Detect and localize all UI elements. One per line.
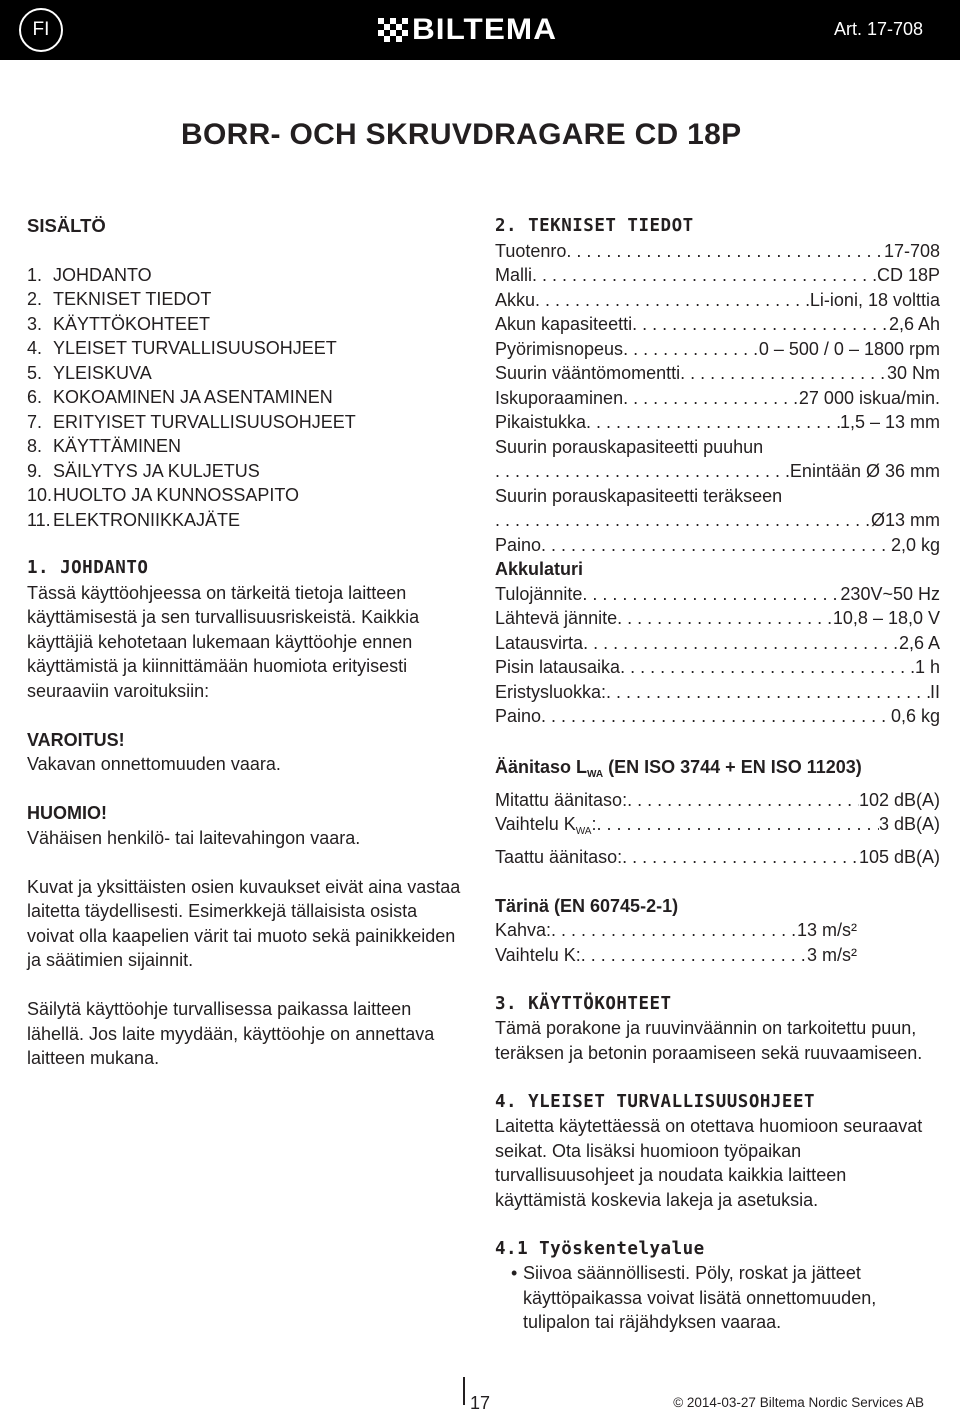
toc-item: 10. HUOLTO JA KUNNOSSAPITO <box>27 485 300 505</box>
storage-instruction: Säilytä käyttöohje turvallisessa paikassa laitteen lähellä. Jos laite myydään, käyttöohje on annettava laitteen mukana. <box>27 999 435 1068</box>
spec-row: Iskuporaaminen . . . 27 000 iskua/min. <box>495 386 940 411</box>
images-disclaimer: Kuvat ja yksittäisten osien kuvaukset eivät aina vastaa laitetta täydellisesti. Esimerkkejä tällaisista osista voivat olla kaapelien värit tai muoto sekä painikkeiden ja säätimien sijainnit. <box>27 876 461 970</box>
specs-heading: 2. TEKNISET TIEDOT <box>495 216 694 236</box>
contents-heading: SISÄLTÖ <box>27 215 106 236</box>
toc-item: 9. SÄILYTYS JA KULJETUS <box>27 460 260 481</box>
page-header <box>0 0 960 60</box>
spec-row: Vaihtelu $K_{WA}$: . . . 3 dB(A) <box>495 812 940 845</box>
toc-item: 7. ERITYISET TURVALLISUUSOHJEET <box>27 411 356 432</box>
brand-name: BILTEMA <box>412 13 557 46</box>
note-text: Vähäisen henkilö- tai laitevahingon vaara. <box>27 827 361 848</box>
warning-label: VAROITUS! <box>27 729 125 750</box>
uses-text: Tämä porakone ja ruuvinväännin on tarkoitettu puun, teräksen ja betonin poraamiseen sekä ruuvaamiseen. <box>495 1018 923 1063</box>
left-column <box>27 214 467 1071</box>
spec-row: Tulojännite . . . 230V~50 Hz <box>495 582 940 607</box>
bullet-icon: • <box>511 1263 518 1283</box>
warning-text: Vakavan onnettomuuden vaara. <box>27 754 281 774</box>
language-badge: FI <box>19 8 63 52</box>
toc-item: 5. YLEISKUVA <box>27 362 152 383</box>
spec-row: Akun kapasiteetti . . . 2,6 Ah <box>495 312 940 337</box>
intro-heading: 1. JOHDANTO <box>27 558 149 578</box>
spec-row: Paino . . . 2,0 kg <box>495 533 940 558</box>
spec-row: Taattu äänitaso: . . . 105 dB(A) <box>495 845 940 870</box>
uses-heading: 3. KÄYTTÖKOHTEET <box>495 993 672 1014</box>
spec-row: Akku . . . Li-ioni, 18 volttia <box>495 288 940 313</box>
document-title: BORR- OCH SKRUVDRAGARE CD 18P <box>181 118 742 151</box>
spec-row: . . . Enintään Ø 36 mm <box>495 459 940 484</box>
spec-row: Paino . . . 0,6 kg <box>495 704 940 729</box>
brand-logo <box>378 13 557 46</box>
table-of-contents <box>27 263 467 533</box>
toc-item: 1. JOHDANTO <box>27 264 152 285</box>
noise-heading: Äänitaso $L_{WA}$ (EN ISO 3744 + EN ISO 11203) <box>495 757 862 780</box>
intro-paragraph: Tässä käyttöohjeessa on tärkeitä tietoja laitteen käyttämisestä ja sen turvallisuusriskeistä. Kaikkia käyttäjiä kehotetaan lukemaan käyttöohje ennen käyttämistä ja kiinnittämään huomiota erityisesti seuraaviin varoituksiin: <box>27 582 420 701</box>
safety-text: Laitetta käytettäessä on otettava huomioon seuraavat seikat. Ota lisäksi huomioon työpaikan turvallisuusohjeet ja noudata kaikkia laitteen käyttämistä koskevia lakeja ja asetuksia. <box>495 1116 923 1210</box>
toc-item: 6. KOKOAMINEN JA ASENTAMINEN <box>27 387 333 407</box>
work-area-heading: 4.1 Työskentelyalue <box>495 1238 705 1259</box>
toc-item: 2. TEKNISET TIEDOT <box>27 289 212 309</box>
charger-heading: Akkulaturi <box>495 559 584 579</box>
list-item: • Siivoa säännöllisesti. Pöly, roskat ja jätteet käyttöpaikassa voivat lisätä onnettomuuden, tulipalon tai räjähdyksen vaaraa. <box>495 1261 940 1335</box>
spec-row: Mitattu äänitaso: . . . 102 dB(A) <box>495 788 940 813</box>
page-number: 17 <box>470 1393 491 1413</box>
spec-row: Tuotenro . . . 17-708 <box>495 239 940 264</box>
spec-row: Pisin latausaika . . . 1 h <box>495 655 940 680</box>
footer-divider <box>463 1377 465 1405</box>
spec-row: . . . Ø13 mm <box>495 508 940 533</box>
article-number: Art. 17-708 <box>833 19 923 39</box>
spec-row: Eristysluokka: . . . II <box>495 680 940 705</box>
spec-row: Lähtevä jännite . . . 10,8 – 18,0 V <box>495 606 940 631</box>
spec-row: Latausvirta . . . 2,6 A <box>495 631 940 656</box>
spec-row: Pyörimisnopeus . . . 0 – 500 / 0 – 1800 rpm <box>495 337 940 362</box>
spec-row: Malli . . . CD 18P <box>495 263 940 288</box>
spec-row: Suurin vääntömomentti . . . 30 Nm <box>495 361 940 386</box>
note-label: HUOMIO! <box>27 803 107 823</box>
vibration-heading: Tärinä (EN 60745-2-1) <box>495 895 679 916</box>
checkered-flag-icon <box>378 18 408 42</box>
safety-heading: 4. YLEISET TURVALLISUUSOHJEET <box>495 1091 816 1112</box>
spec-wood-label: Suurin porauskapasiteetti puuhun <box>495 436 764 457</box>
toc-item: 3. KÄYTTÖKOHTEET <box>27 313 211 334</box>
toc-item: 4. YLEISET TURVALLISUUSOHJEET <box>27 338 337 358</box>
spec-row: Kahva: . . . 13 m/s² <box>495 918 857 943</box>
toc-item: 11. ELEKTRONIIKKAJÄTE <box>27 509 241 530</box>
spec-row: Vaihtelu K: . . . 3 m/s² <box>495 943 857 968</box>
spec-steel-label: Suurin porauskapasiteetti teräkseen <box>495 485 783 506</box>
right-column <box>495 214 940 1335</box>
spec-row: Pikaistukka . . . 1,5 – 13 mm <box>495 410 940 435</box>
toc-item: 8. KÄYTTÄMINEN <box>27 436 182 456</box>
copyright: © 2014-03-27 Biltema Nordic Services AB <box>673 1395 924 1410</box>
